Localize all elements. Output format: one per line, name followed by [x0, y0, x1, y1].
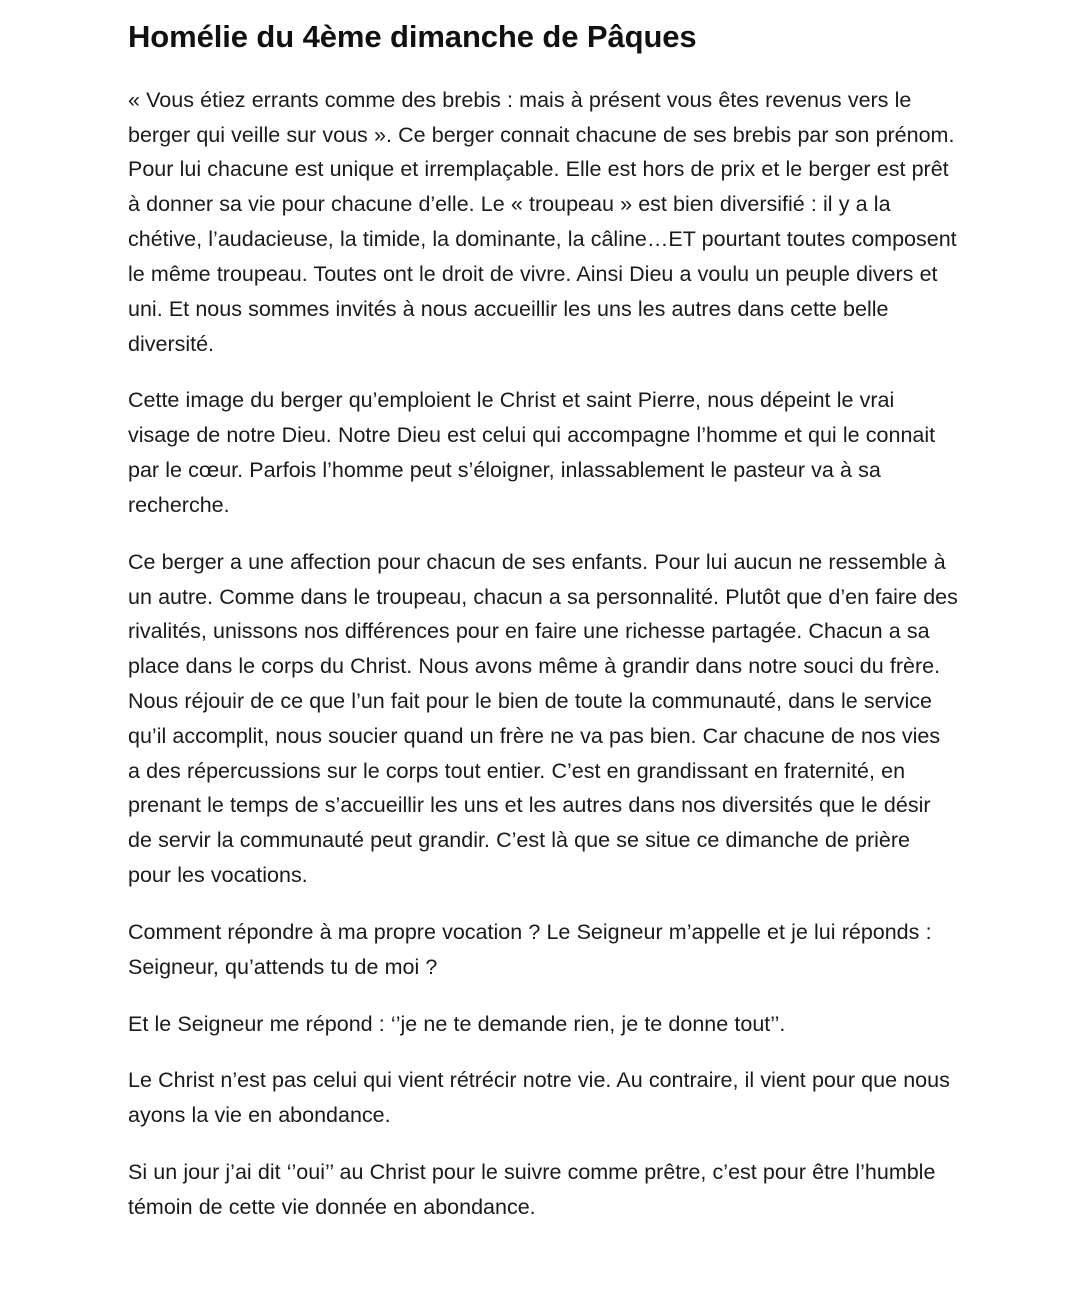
paragraph-6: Le Christ n’est pas celui qui vient rétrécir notre vie. Au contraire, il vient pour que nous ayons la vie en abondance. — [128, 1068, 950, 1128]
paragraph-3: Ce berger a une affection pour chacun de ses enfants. Pour lui aucun ne ressemble à un autre. Comme dans le troupeau, chacun a sa personnalité. Plutôt que d’en faire des rivalités, unissons nos différences pour en faire une richesse partagée. Chacun a sa place dans le corps du Christ. Nous avons même à grandir dans notre souci du frère. Nous réjouir de ce que l’un fait pour le bien de toute la communauté, dans le service qu’il accomplit, nous soucier quand un frère ne va pas bien. Car chacune de nos vies a des répercussions sur le corps tout entier. C’est en grandissant en fraternité, en prenant le temps de s’accueillir les uns et les autres dans nos diversités que le désir de servir la communauté peut grandir. C’est là que se situe ce dimanche de prière pour les vocations. — [128, 549, 958, 888]
paragraph-5: Et le Seigneur me répond : ‘’je ne te demande rien, je te donne tout’’. — [128, 1011, 786, 1036]
paragraph-7: Si un jour j’ai dit ‘’oui’’ au Christ pour le suivre comme prêtre, c’est pour être l’humble témoin de cette vie donnée en abondance. — [128, 1160, 936, 1219]
paragraph-4: Comment répondre à ma propre vocation ? Le Seigneur m’appelle et je lui réponds : Seigneur, qu’attends tu de moi ? — [128, 919, 932, 979]
paragraph-1: « Vous étiez errants comme des brebis : mais à présent vous êtes revenus vers le berger qui veille sur vous ». Ce berger connait chacune de ses brebis par son prénom. Pour lui chacune est unique et irremplaçable. Elle est hors de prix et le berger est prêt à donner sa vie pour chacune d’elle. Le « troupeau » est bien diversifié : il y a la chétive, l’audacieuse, la timide, la dominante, la câline…ET pourtant toutes composent le même troupeau. Toutes ont le droit de vivre. Ainsi Dieu a voulu un peuple divers et uni. Et nous sommes invités à nous accueillir les uns les autres dans cette belle diversité. — [128, 87, 957, 356]
paragraph-2: Cette image du berger qu’emploient le Christ et saint Pierre, nous dépeint le vrai visage de notre Dieu. Notre Dieu est celui qui accompagne l’homme et qui le connait par le cœur. Parfois l’homme peut s’éloigner, inlassablement le pasteur va à sa recherche. — [128, 388, 936, 517]
page-title: Homélie du 4ème dimanche de Pâques — [128, 19, 697, 54]
